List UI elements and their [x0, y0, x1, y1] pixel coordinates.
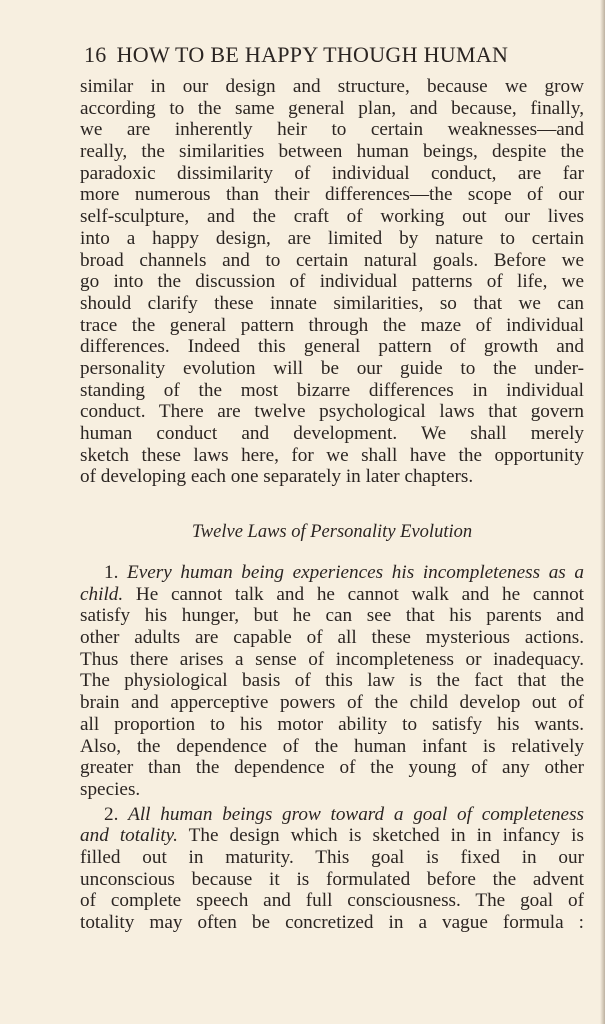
- text-line: go into the discussion of individual patterns of life, we: [80, 271, 584, 293]
- law-1-title-end: child.: [80, 583, 124, 605]
- text-line: trace the general pattern through the maze of individual: [80, 314, 584, 336]
- law-1-line: other adults are capable of all these mysterious actions.: [80, 627, 584, 649]
- law-1-line: Thus there arises a sense of incompleteness or inadequacy.: [80, 648, 584, 670]
- text-line: according to the same general plan, and because, finally,: [80, 97, 584, 119]
- text-line: paradoxic dissimilarity of individual conduct, are far: [80, 162, 584, 184]
- text-line: into a happy design, are limited by nature to certain: [80, 227, 584, 249]
- law-2-title: All human beings grow toward a goal of completeness: [128, 803, 585, 825]
- text-line: standing of the most bizarre differences in individual: [80, 379, 584, 401]
- law-1-line: brain and apperceptive powers of the child develop out of: [80, 692, 584, 714]
- text-line: similar in our design and structure, because we grow: [80, 76, 584, 97]
- law-2-line: unconscious because it is formulated before the advent: [80, 868, 584, 890]
- page-edge-shadow: [600, 0, 605, 1024]
- law-1-text: He cannot talk and he cannot walk and he cannot: [123, 583, 584, 605]
- law-2-text: The design which is sketched in in infancy is: [177, 825, 584, 847]
- law-2-line: totality may often be concretized in a vague formula :: [80, 912, 584, 933]
- law-2-number: 2.: [104, 803, 119, 825]
- law-1-line: species.: [80, 778, 141, 800]
- text-line: we are inherently heir to certain weaknesses—and: [80, 119, 584, 141]
- law-1-title: Every human being experiences his incompleteness as a: [127, 562, 585, 583]
- paragraph-1: [80, 76, 584, 542]
- laws-list: [80, 562, 584, 934]
- law-1-line: [80, 584, 584, 606]
- law-1-line: The physiological basis of this law is the fact that the: [80, 670, 584, 692]
- text-line: conduct. There are twelve psychological laws that govern: [80, 401, 584, 423]
- law-2-title-line: [80, 804, 584, 826]
- law-1-line: satisfy his hunger, but he can see that his parents and: [80, 605, 584, 627]
- law-1-title-line: [80, 562, 584, 584]
- running-head: [84, 42, 584, 68]
- text-line: human conduct and development. We shall merely: [80, 423, 584, 444]
- text-line: self-sculpture, and the craft of working out our lives: [80, 206, 584, 228]
- text-line: broad channels and to certain natural goals. Before we: [80, 249, 584, 271]
- page-number: 16: [84, 42, 107, 67]
- law-2-line: of complete speech and full consciousness. The goal of: [80, 890, 584, 912]
- law-2-title-end: and totality.: [80, 825, 178, 847]
- law-1-line: all proportion to his motor ability to satisfy his wants.: [80, 713, 584, 735]
- law-1-line: Also, the dependence of the human infant is relatively: [80, 735, 584, 757]
- text-line: sketch these laws here, for we shall have the opportunity: [80, 444, 584, 466]
- law-1-line: greater than the dependence of the young of any other: [80, 757, 584, 779]
- law-2-line: [80, 825, 584, 847]
- law-1-number: 1.: [104, 562, 119, 583]
- law-2-line: filled out in maturity. This goal is fixed in our: [80, 846, 584, 868]
- text-line: really, the similarities between human beings, despite the: [80, 141, 584, 163]
- book-title: HOW TO BE HAPPY THOUGH HUMAN: [116, 42, 509, 67]
- text-line: of developing each one separately in later chapters.: [80, 466, 474, 488]
- text-line: differences. Indeed this general pattern of growth and: [80, 336, 584, 358]
- section-heading: Twelve Laws of Personality Evolution: [191, 522, 473, 542]
- text-line: should clarify these innate similarities, so that we can: [80, 292, 584, 314]
- text-line: more numerous than their differences—the scope of our: [80, 184, 584, 206]
- text-line: personality evolution will be our guide to the under-: [80, 357, 584, 379]
